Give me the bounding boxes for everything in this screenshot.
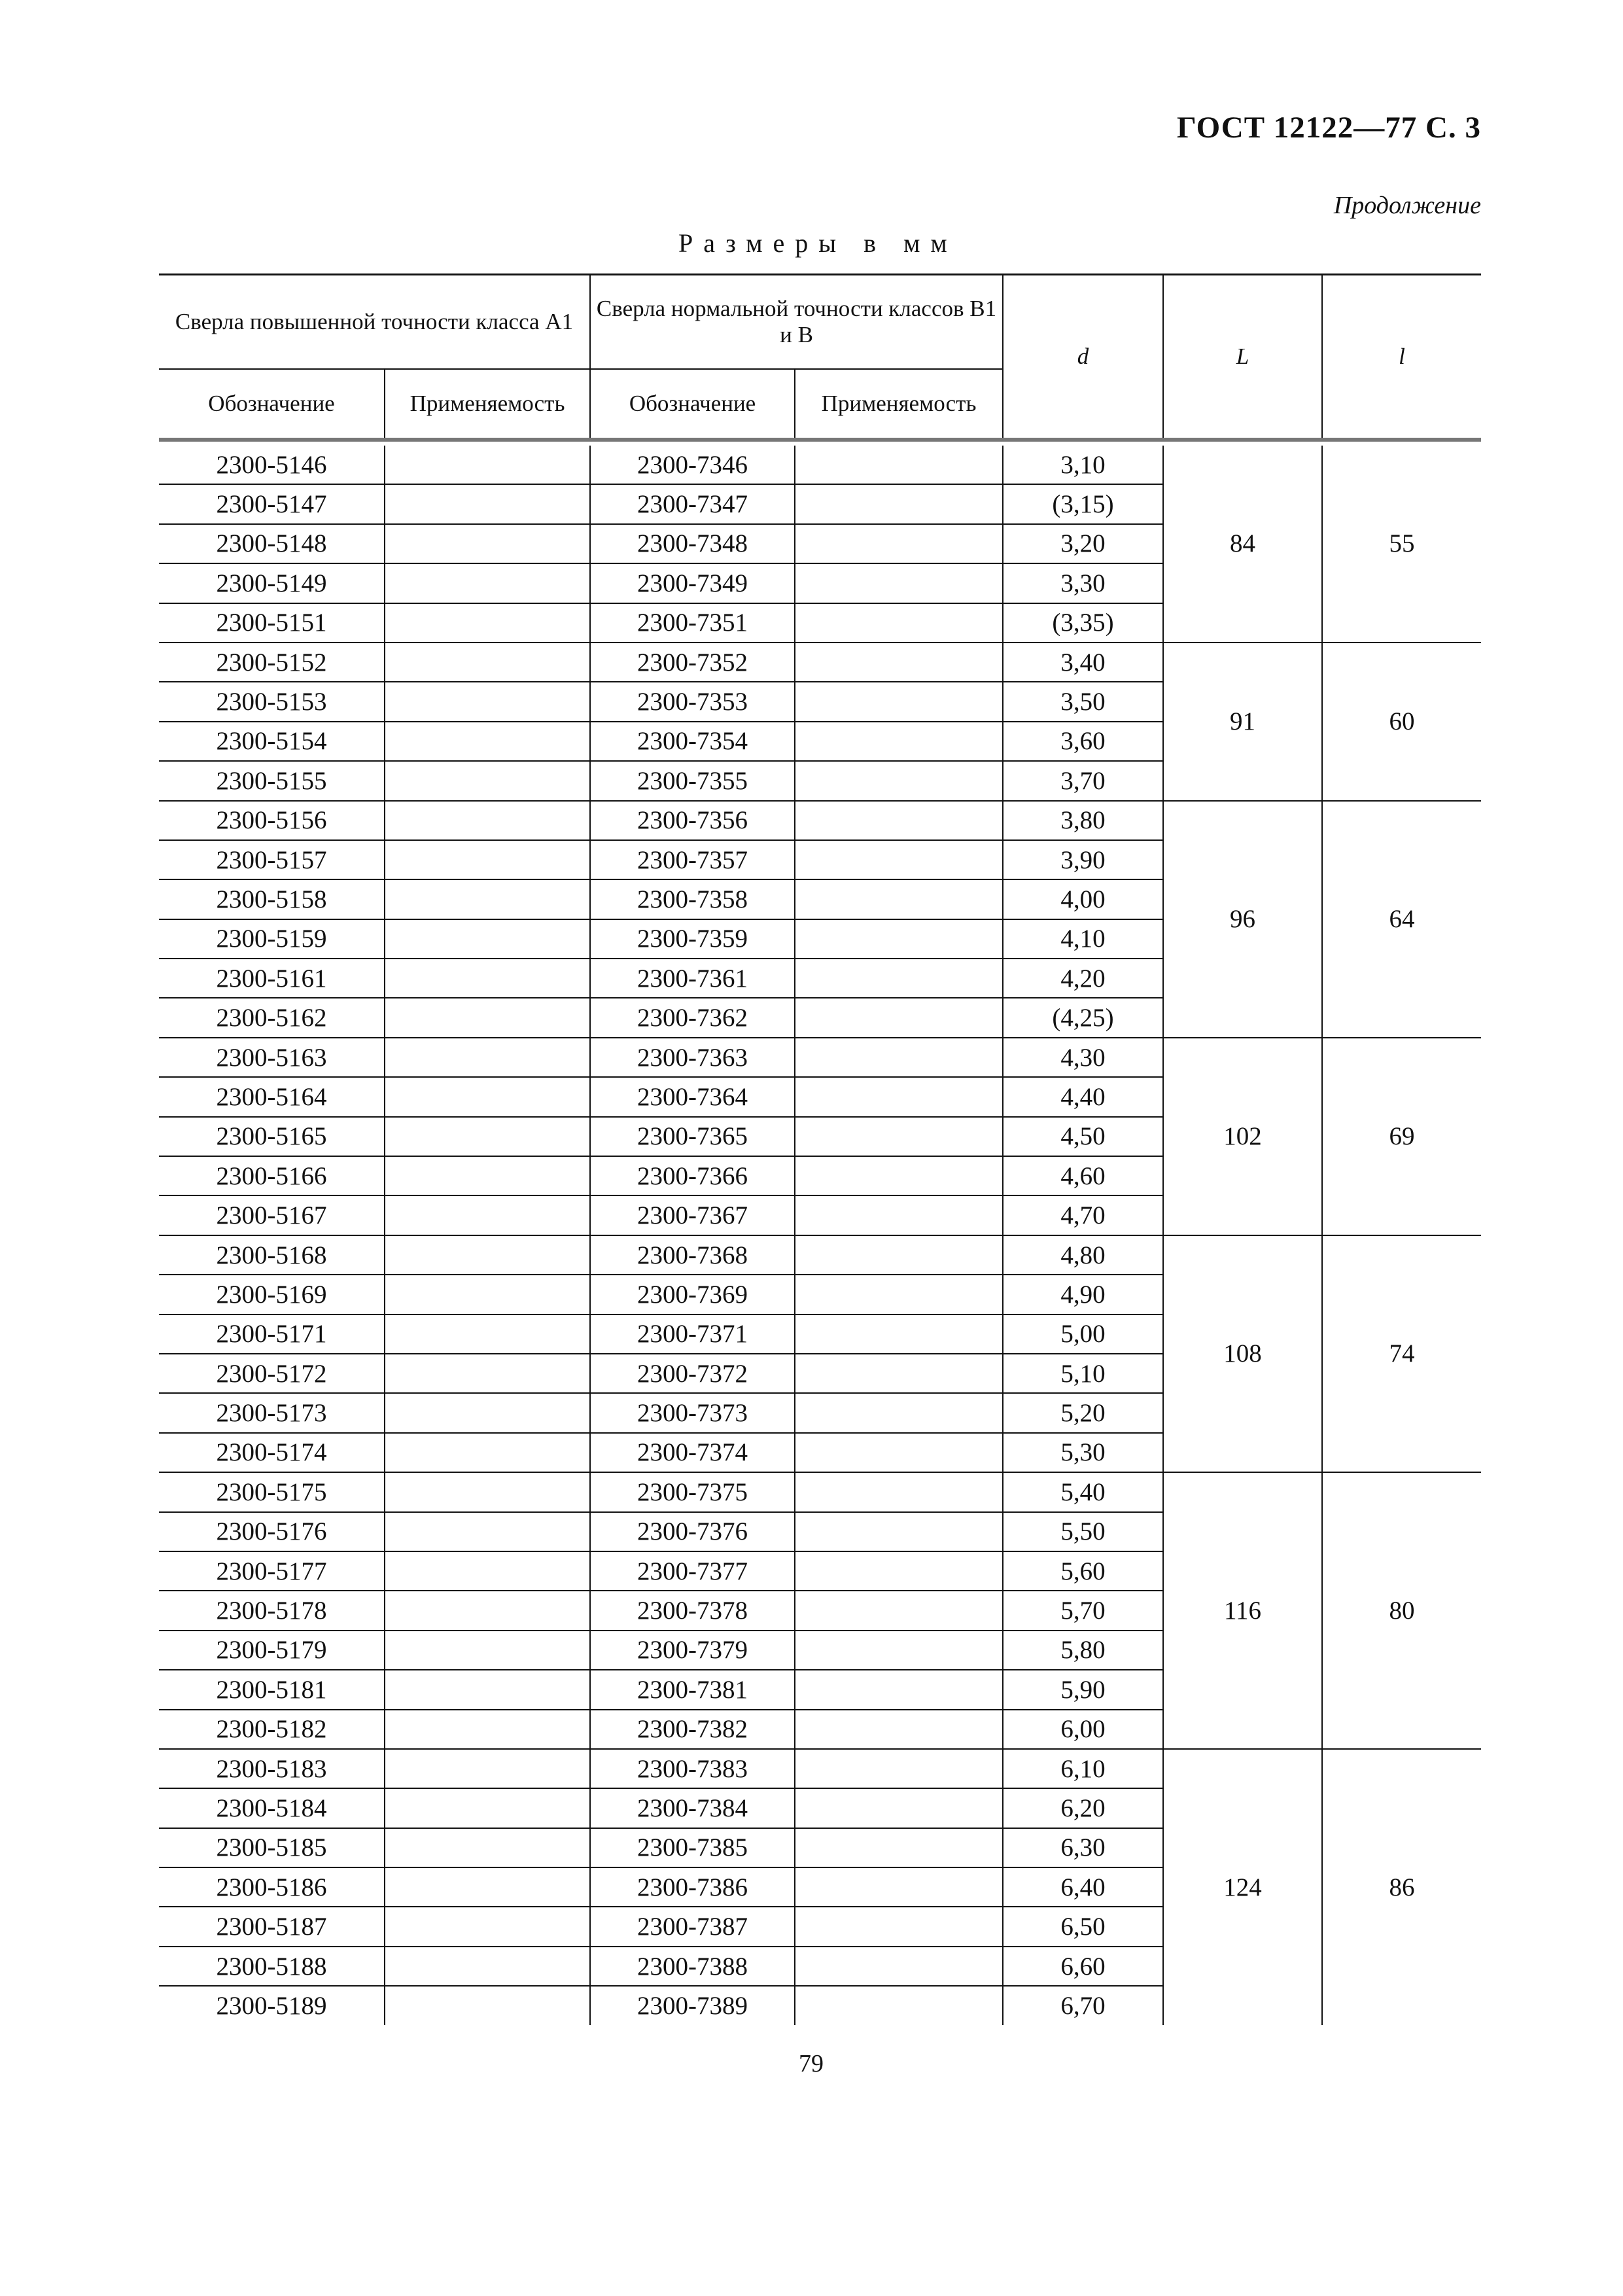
cell-applicability-b: [795, 1788, 1003, 1828]
cell-applicability-a1: [385, 1591, 590, 1630]
cell-designation-a1: 2300-5181: [159, 1670, 385, 1709]
cell-designation-a1: 2300-5168: [159, 1235, 385, 1275]
cell-applicability-a1: [385, 682, 590, 721]
cell-d: 5,40: [1003, 1472, 1163, 1511]
cell-d: 5,30: [1003, 1433, 1163, 1472]
cell-applicability-a1: [385, 1433, 590, 1472]
cell-d: 4,40: [1003, 1077, 1163, 1116]
cell-l: 69: [1322, 1038, 1481, 1235]
cell-d: 6,40: [1003, 1867, 1163, 1907]
cell-d: 3,40: [1003, 643, 1163, 682]
cell-designation-a1: 2300-5175: [159, 1472, 385, 1511]
cell-applicability-b: [795, 1670, 1003, 1709]
cell-designation-b: 2300-7376: [590, 1512, 795, 1551]
cell-designation-a1: 2300-5176: [159, 1512, 385, 1551]
cell-applicability-a1: [385, 919, 590, 959]
cell-applicability-b: [795, 1749, 1003, 1788]
cell-d: 4,70: [1003, 1195, 1163, 1235]
cell-designation-b: 2300-7368: [590, 1235, 795, 1275]
cell-l: 80: [1322, 1472, 1481, 1749]
cell-designation-a1: 2300-5184: [159, 1788, 385, 1828]
cell-l: 60: [1322, 643, 1481, 801]
header-applicability-b: Применяемость: [795, 369, 1003, 440]
cell-L: 116: [1163, 1472, 1322, 1749]
cell-applicability-b: [795, 1038, 1003, 1077]
cell-L: 91: [1163, 643, 1322, 801]
cell-designation-b: 2300-7355: [590, 761, 795, 800]
units-caption: Размеры в мм: [678, 228, 958, 258]
page-number: 79: [799, 2050, 824, 2077]
cell-designation-a1: 2300-5178: [159, 1591, 385, 1630]
cell-designation-b: 2300-7388: [590, 1947, 795, 1986]
table-body: [159, 440, 1481, 2025]
cell-d: 6,20: [1003, 1788, 1163, 1828]
cell-applicability-a1: [385, 840, 590, 879]
cell-applicability-a1: [385, 1710, 590, 1749]
cell-applicability-a1: [385, 1512, 590, 1551]
cell-designation-a1: 2300-5185: [159, 1828, 385, 1867]
cell-designation-b: 2300-7366: [590, 1156, 795, 1195]
cell-designation-b: 2300-7382: [590, 1710, 795, 1749]
cell-applicability-a1: [385, 1828, 590, 1867]
header-L: L: [1163, 275, 1322, 440]
cell-designation-b: 2300-7351: [590, 603, 795, 643]
cell-designation-b: 2300-7356: [590, 801, 795, 840]
cell-designation-b: 2300-7383: [590, 1749, 795, 1788]
cell-l: 86: [1322, 1749, 1481, 2025]
cell-applicability-a1: [385, 998, 590, 1037]
cell-d: 3,70: [1003, 761, 1163, 800]
cell-designation-b: 2300-7386: [590, 1867, 795, 1907]
cell-applicability-b: [795, 1710, 1003, 1749]
cell-designation-b: 2300-7379: [590, 1631, 795, 1670]
cell-applicability-b: [795, 1512, 1003, 1551]
cell-designation-a1: 2300-5187: [159, 1907, 385, 1946]
cell-applicability-b: [795, 1195, 1003, 1235]
cell-designation-a1: 2300-5188: [159, 1947, 385, 1986]
cell-applicability-b: [795, 1591, 1003, 1630]
cell-applicability-b: [795, 563, 1003, 603]
cell-designation-b: 2300-7357: [590, 840, 795, 879]
cell-applicability-a1: [385, 643, 590, 682]
cell-applicability-a1: [385, 1670, 590, 1709]
cell-d: 6,10: [1003, 1749, 1163, 1788]
table-row: [159, 1235, 1481, 1275]
cell-designation-a1: 2300-5149: [159, 563, 385, 603]
cell-applicability-b: [795, 1631, 1003, 1670]
cell-d: 6,50: [1003, 1907, 1163, 1946]
cell-designation-a1: 2300-5163: [159, 1038, 385, 1077]
cell-designation-a1: 2300-5167: [159, 1195, 385, 1235]
cell-applicability-a1: [385, 1472, 590, 1511]
cell-designation-b: 2300-7354: [590, 722, 795, 761]
cell-L: 84: [1163, 446, 1322, 643]
cell-designation-b: 2300-7375: [590, 1472, 795, 1511]
cell-d: 5,10: [1003, 1354, 1163, 1393]
cell-applicability-a1: [385, 722, 590, 761]
cell-designation-b: 2300-7358: [590, 879, 795, 919]
cell-d: 4,90: [1003, 1275, 1163, 1314]
cell-applicability-b: [795, 1354, 1003, 1393]
cell-designation-b: 2300-7373: [590, 1393, 795, 1432]
header-d: d: [1003, 275, 1163, 440]
cell-designation-a1: 2300-5189: [216, 1991, 327, 2020]
cell-designation-b: 2300-7353: [590, 682, 795, 721]
cell-designation-a1: 2300-5179: [159, 1631, 385, 1670]
cell-applicability-a1: [385, 1907, 590, 1946]
cell-designation-a1: 2300-5152: [159, 643, 385, 682]
cell-applicability-b: [795, 1551, 1003, 1591]
cell-d: 3,10: [1003, 446, 1163, 484]
page-header: ГОСТ 12122—77 С. 3: [1176, 111, 1481, 145]
cell-designation-a1: 2300-5165: [159, 1117, 385, 1156]
continuation-label: Продолжение: [1333, 192, 1481, 219]
cell-d: 4,30: [1003, 1038, 1163, 1077]
cell-applicability-b: [795, 919, 1003, 959]
cell-applicability-a1: [385, 603, 590, 643]
cell-d: 4,20: [1003, 959, 1163, 998]
cell-L: 96: [1163, 801, 1322, 1038]
cell-designation-a1: 2300-5155: [159, 761, 385, 800]
cell-d: 3,20: [1003, 524, 1163, 563]
drills-table: [159, 274, 1481, 2025]
cell-designation-b: 2300-7387: [590, 1907, 795, 1946]
cell-designation-a1: 2300-5183: [159, 1749, 385, 1788]
cell-designation-b: 2300-7346: [590, 446, 795, 484]
cell-designation-b: 2300-7352: [590, 643, 795, 682]
cell-d: (3,35): [1003, 603, 1163, 643]
cell-applicability-b: [795, 524, 1003, 563]
header-group-a1: Сверла повышенной точности класса А1: [159, 275, 590, 370]
cell-designation-a1: 2300-5166: [159, 1156, 385, 1195]
cell-applicability-b: [795, 959, 1003, 998]
cell-applicability-a1: [385, 1195, 590, 1235]
cell-d: 6,30: [1003, 1828, 1163, 1867]
header-group-b: Сверла нормальной точности классов В1 и В: [590, 275, 1003, 370]
cell-designation-b: 2300-7361: [590, 959, 795, 998]
cell-applicability-b: [795, 1156, 1003, 1195]
cell-applicability-b: [795, 1275, 1003, 1314]
cell-designation-a1: 2300-5151: [159, 603, 385, 643]
cell-applicability-a1: [385, 1354, 590, 1393]
cell-applicability-a1: [385, 1631, 590, 1670]
cell-applicability-a1: [385, 1235, 590, 1275]
cell-applicability-a1: [385, 1393, 590, 1432]
cell-applicability-b: [795, 840, 1003, 879]
cell-applicability-b: [795, 998, 1003, 1037]
cell-applicability-a1: [385, 524, 590, 563]
cell-designation-b: 2300-7363: [590, 1038, 795, 1077]
cell-d: 4,50: [1003, 1117, 1163, 1156]
cell-applicability-a1: [385, 1156, 590, 1195]
cell-designation-a1: 2300-5159: [159, 919, 385, 959]
cell-applicability-a1: [385, 879, 590, 919]
cell-applicability-b: [795, 446, 1003, 484]
header-designation-b: Обозначение: [590, 369, 795, 440]
cell-applicability-b: [795, 722, 1003, 761]
cell-d: 5,20: [1003, 1393, 1163, 1432]
cell-applicability-a1: [385, 1077, 590, 1116]
cell-d: 4,60: [1003, 1156, 1163, 1195]
cell-designation-b: 2300-7367: [590, 1195, 795, 1235]
cell-applicability-b: [795, 643, 1003, 682]
cell-designation-b: 2300-7389: [590, 1986, 795, 2024]
cell-applicability-a1: [385, 1867, 590, 1907]
cell-designation-a1: 2300-5156: [159, 801, 385, 840]
cell-applicability-b: [795, 1986, 1003, 2024]
cell-designation-a1: 2300-5148: [159, 524, 385, 563]
header-rule: [159, 440, 1481, 446]
cell-designation-b: 2300-7372: [590, 1354, 795, 1393]
cell-L: 102: [1163, 1038, 1322, 1235]
cell-applicability-a1: [385, 801, 590, 840]
cell-applicability-b: [795, 1828, 1003, 1867]
cell-designation-a1: 2300-5158: [159, 879, 385, 919]
cell-applicability-a1: [385, 1749, 590, 1788]
cell-designation-a1: 2300-5182: [159, 1710, 385, 1749]
cell-applicability-b: [795, 801, 1003, 840]
cell-d: 6,00: [1003, 1710, 1163, 1749]
cell-designation-a1: 2300-5157: [159, 840, 385, 879]
table-row: [159, 643, 1481, 682]
cell-applicability-b: [795, 1472, 1003, 1511]
header-l: l: [1322, 275, 1481, 440]
cell-designation-a1: 2300-5174: [159, 1433, 385, 1472]
cell-designation-b: 2300-7362: [590, 998, 795, 1037]
cell-d: 3,90: [1003, 840, 1163, 879]
cell-applicability-a1: [385, 1038, 590, 1077]
cell-L: 108: [1163, 1235, 1322, 1472]
cell-designation-a1: 2300-5147: [159, 484, 385, 523]
cell-applicability-b: [795, 1117, 1003, 1156]
cell-designation-b: 2300-7365: [590, 1117, 795, 1156]
header-designation-a1: Обозначение: [208, 391, 335, 416]
cell-applicability-b: [795, 761, 1003, 800]
cell-d: 4,00: [1003, 879, 1163, 919]
cell-d: 3,60: [1003, 722, 1163, 761]
cell-designation-a1: 2300-5146: [159, 446, 385, 484]
cell-applicability-a1: [385, 563, 590, 603]
cell-applicability-a1: [385, 1315, 590, 1354]
cell-d: 4,10: [1003, 919, 1163, 959]
cell-designation-a1: 2300-5186: [159, 1867, 385, 1907]
cell-designation-a1: 2300-5153: [159, 682, 385, 721]
cell-applicability-b: [795, 1433, 1003, 1472]
cell-designation-b: 2300-7374: [590, 1433, 795, 1472]
cell-l: 74: [1322, 1235, 1481, 1472]
cell-d: 3,50: [1003, 682, 1163, 721]
cell-d: 6,60: [1003, 1947, 1163, 1986]
cell-d: 5,80: [1003, 1631, 1163, 1670]
cell-d: 5,70: [1003, 1591, 1163, 1630]
cell-designation-a1: 2300-5173: [159, 1393, 385, 1432]
cell-designation-a1: 2300-5172: [159, 1354, 385, 1393]
table-row: [159, 1472, 1481, 1511]
cell-applicability-b: [795, 1947, 1003, 1986]
cell-designation-b: 2300-7385: [590, 1828, 795, 1867]
table-row: [159, 1038, 1481, 1077]
cell-d: 5,90: [1003, 1670, 1163, 1709]
cell-designation-a1: 2300-5177: [159, 1551, 385, 1591]
cell-designation-b: 2300-7381: [590, 1670, 795, 1709]
cell-applicability-a1: [385, 1117, 590, 1156]
cell-designation-b: 2300-7348: [590, 524, 795, 563]
cell-designation-b: 2300-7378: [590, 1591, 795, 1630]
cell-designation-a1: 2300-5164: [159, 1077, 385, 1116]
cell-applicability-a1: [385, 1788, 590, 1828]
cell-l: 55: [1322, 446, 1481, 643]
cell-applicability-a1: [385, 1551, 590, 1591]
cell-designation-b: 2300-7364: [590, 1077, 795, 1116]
cell-applicability-a1: [385, 761, 590, 800]
cell-designation-b: 2300-7359: [590, 919, 795, 959]
cell-applicability-b: [795, 1907, 1003, 1946]
cell-d: 5,60: [1003, 1551, 1163, 1591]
cell-d: (4,25): [1003, 998, 1163, 1037]
cell-applicability-a1: [385, 959, 590, 998]
cell-d: 5,50: [1003, 1512, 1163, 1551]
cell-L: 124: [1163, 1749, 1322, 2025]
cell-applicability-a1: [385, 1275, 590, 1314]
table-row: [159, 801, 1481, 840]
header-applicability-a1: Применяемость: [385, 369, 590, 440]
cell-applicability-b: [795, 603, 1003, 643]
cell-d: 4,80: [1003, 1235, 1163, 1275]
cell-designation-b: 2300-7369: [590, 1275, 795, 1314]
cell-applicability-b: [795, 1077, 1003, 1116]
cell-designation-a1: 2300-5154: [159, 722, 385, 761]
cell-d: 3,80: [1003, 801, 1163, 840]
cell-designation-b: 2300-7347: [590, 484, 795, 523]
cell-applicability-b: [795, 1867, 1003, 1907]
cell-applicability-a1: [385, 1947, 590, 1986]
cell-designation-a1: 2300-5162: [159, 998, 385, 1037]
cell-applicability-b: [795, 1235, 1003, 1275]
cell-d: 5,00: [1003, 1315, 1163, 1354]
cell-applicability-a1: [385, 484, 590, 523]
cell-applicability-b: [795, 1315, 1003, 1354]
cell-designation-b: 2300-7384: [590, 1788, 795, 1828]
cell-applicability-b: [795, 1393, 1003, 1432]
cell-applicability-b: [795, 682, 1003, 721]
cell-designation-a1: 2300-5169: [159, 1275, 385, 1314]
cell-designation-b: 2300-7377: [590, 1551, 795, 1591]
cell-d: (3,15): [1003, 484, 1163, 523]
cell-l: 64: [1322, 801, 1481, 1038]
cell-d: 3,30: [1003, 563, 1163, 603]
cell-designation-a1: 2300-5171: [159, 1315, 385, 1354]
table-row: [159, 446, 1481, 484]
cell-designation-b: 2300-7371: [590, 1315, 795, 1354]
cell-applicability-a1: [385, 446, 590, 484]
cell-designation-a1: 2300-5161: [159, 959, 385, 998]
cell-d: 6,70: [1003, 1986, 1163, 2024]
cell-applicability-a1: [385, 1986, 590, 2024]
cell-applicability-b: [795, 879, 1003, 919]
cell-designation-b: 2300-7349: [590, 563, 795, 603]
table-row: [159, 1749, 1481, 1788]
cell-applicability-b: [795, 484, 1003, 523]
